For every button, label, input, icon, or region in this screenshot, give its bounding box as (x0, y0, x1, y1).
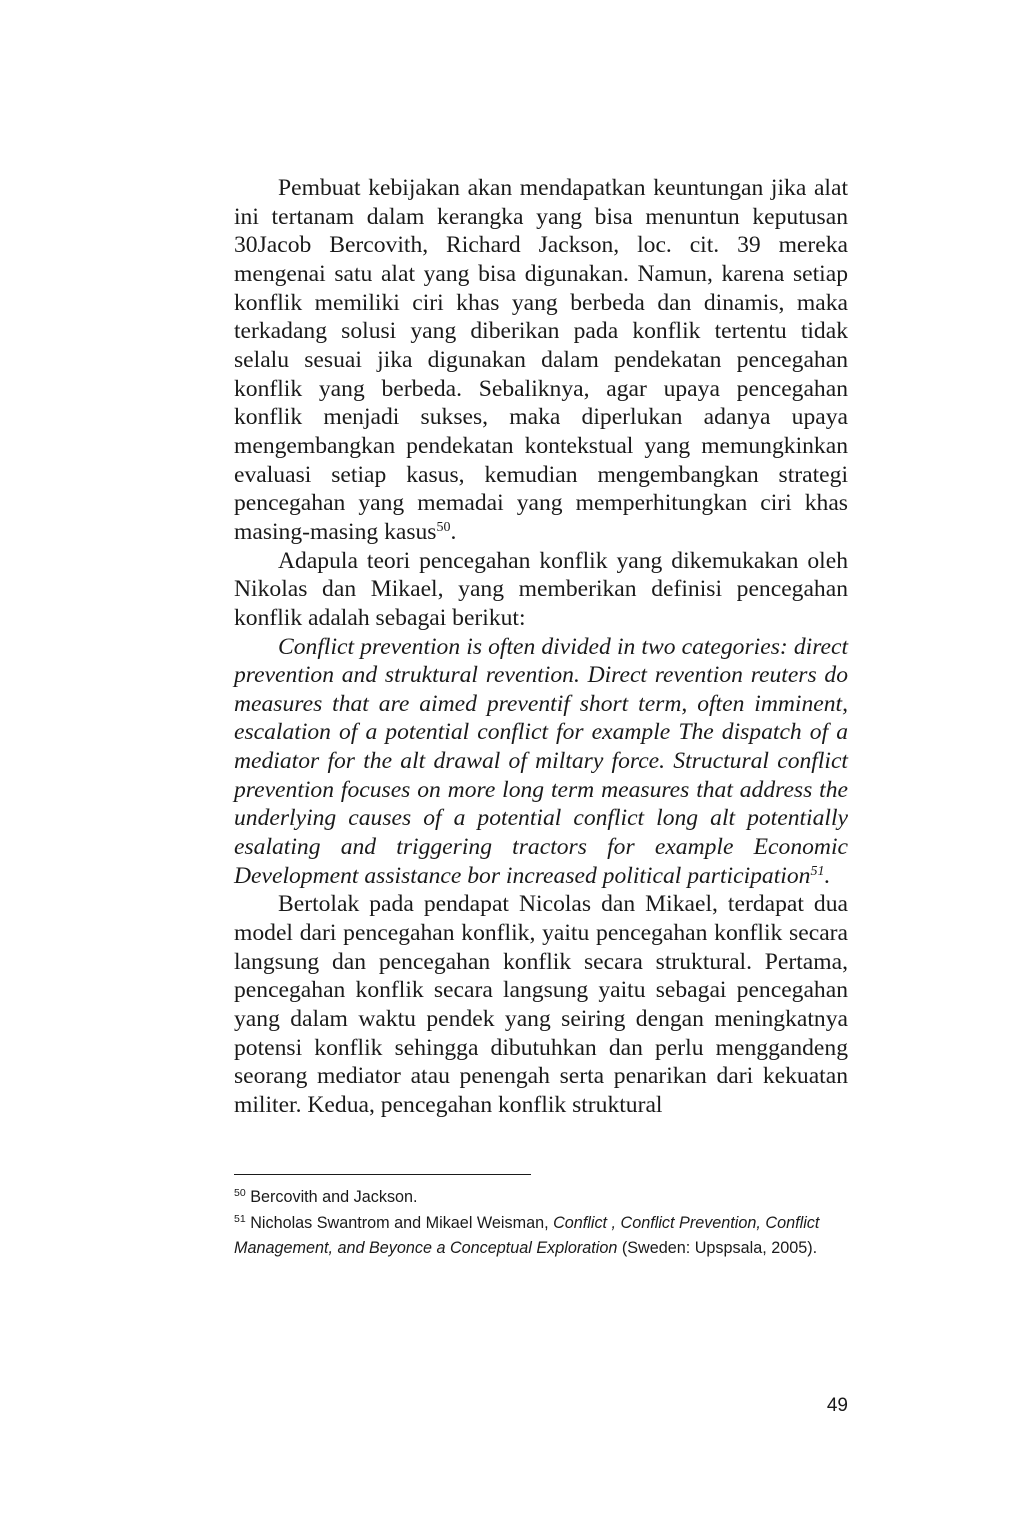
footnote-51-title: Conflict , Conflict Prevention, Conflict Management, and Beyonce a Conceptual Exploration (234, 1213, 820, 1257)
footnote-separator (234, 1174, 531, 1175)
paragraph-2: Adapula teori pencegahan konflik yang dikemukakan oleh Nikolas dan Mikael, yang memberikan definisi pencegahan konflik adalah sebagai berikut: (234, 547, 848, 631)
footnote-51 (234, 1211, 854, 1262)
footnote-51-number: 51 (234, 1212, 246, 1225)
paragraph-4: Bertolak pada pendapat Nicolas dan Mikael, terdapat dua model dari pencegahan konflik, yaitu pencegahan konflik secara langsung dan pencegahan konflik secara struktural. Pertama, pencegahan konflik secara langsung yaitu sebagai pencegahan yang dalam waktu pendek yang seiring dengan meningkatnya potensi konflik sehingga dibutuhkan dan perlu menggandeng seorang mediator atau penengah serta penarikan dari kekuatan militer. Kedua, pencegahan konflik struktural (234, 891, 848, 1118)
paragraph-1-text: Pembuat kebijakan akan mendapatkan keuntungan jika alat ini tertanam dalam kerangka yang bisa menuntun keputusan 30Jacob Bercovith, Richard Jackson, loc. cit. 39 mereka mengenai satu alat yang bisa digunakan. Namun, karena setiap konflik memiliki ciri khas yang berbeda dan dinamis, maka terkadang solusi yang diberikan pada konflik tertentu tidak selalu sesuai jika digunakan dalam pendekatan pencegahan konflik yang berbeda. Sebaliknya, agar upaya pencegahan konflik menjadi sukses, maka diperlukan adanya upaya mengembangkan pendekatan kontekstual yang memungkinkan evaluasi setiap kasus, kemudian mengembangkan strategi pencegahan yang memadai yang memperhitungkan ciri khas masing-masing kasus (234, 175, 848, 545)
page-number: 49 (826, 1395, 848, 1416)
footnote-ref-51: 51 (810, 863, 825, 879)
footnote-50-text: Bercovith and Jackson. (250, 1188, 418, 1206)
footnote-ref-50: 50 (436, 519, 451, 535)
footnote-50-number: 50 (234, 1187, 246, 1199)
block-quote-text: Conflict prevention is often divided in two categories: direct prevention and struktural revention. Direct revention reuters do measures that are aimed preventif short term, often imminent, escalation of a potential conflict for example The dispatch of a mediator for the alt drawal of miltary force. Structural conflict prevention focuses on more long term measures that address the underlying causes of a potential conflict long alt potentially esalating and triggering tractors for example Economic Development assistance bor increased political participation (234, 633, 848, 889)
paragraph-1-end: . (450, 518, 457, 545)
footnotes (234, 1185, 854, 1262)
footnote-50 (234, 1185, 854, 1211)
footnote-51-author: Nicholas Swantrom and Mikael Weisman, (250, 1213, 554, 1232)
footnote-51-publisher: (Sweden: Upspsala, 2005). (617, 1239, 818, 1257)
block-quote-end: . (824, 862, 831, 889)
body-text (234, 174, 848, 1120)
paragraph-1 (234, 174, 848, 547)
block-quote (234, 633, 848, 891)
